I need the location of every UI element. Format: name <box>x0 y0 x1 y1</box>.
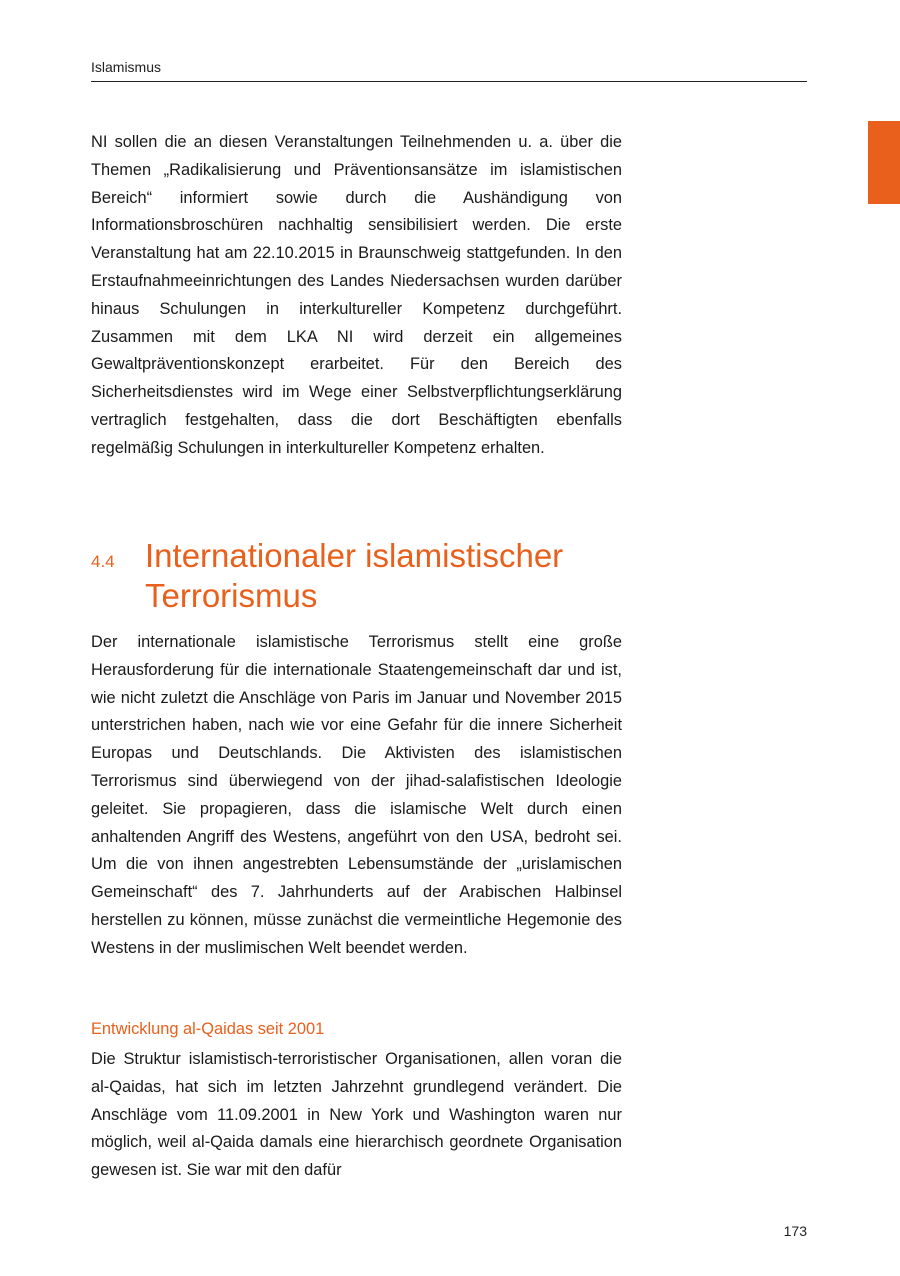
page-number: 173 <box>783 1223 807 1239</box>
chapter-tab-marker <box>868 121 900 204</box>
paragraph-terrorism: Der internationale islamistische Terrorismus stellt eine große Herausforderung für die internationale Staatengemeinschaft dar und ist, wie nicht zuletzt die Anschläge von Paris im Januar und November 2015 unterstrichen haben, nach wie vor eine Gefahr für die innere Sicherheit Europas und Deutschlands. Die Aktivisten des islamistischen Terrorismus sind überwiegend von der jihad-salafistischen Ideologie geleitet. Sie propagieren, dass die islamische Welt durch einen anhaltenden Angriff des Westens, angeführt von den USA, bedroht sei. Um die von ihnen angestrebten Lebensumstände der „urislamischen Gemeinschaft“ des 7. Jahrhunderts auf der Arabischen Halbinsel herstellen zu können, müsse zunächst die vermeintliche Hegemonie des Westens in der muslimischen Welt beendet werden. <box>91 633 622 957</box>
section-title: Internationaler islamistischer Terrorismus <box>145 537 564 614</box>
running-header: Islamismus <box>91 59 162 75</box>
header-divider <box>91 81 807 82</box>
section-number: 4.4 <box>91 552 115 571</box>
paragraph-al-qaida: Die Struktur islamistisch-terroristischer Organisationen, allen voran die al-Qaidas, hat sich im letzten Jahrzehnt grundlegend verändert. Die Anschläge vom 11.09.2001 in New York und Washington waren nur möglich, weil al-Qaida damals eine hierarchisch geordnete Organisation gewesen ist. Sie war mit den dafür <box>91 1050 622 1180</box>
subsection-heading: Entwicklung al-Qaidas seit 2001 <box>91 1020 325 1038</box>
paragraph-intro: NI sollen die an diesen Veranstaltungen Teilnehmenden u. a. über die Themen „Radikalisierung und Präventionsansätze im islamistischen Bereich“ informiert sowie durch die Aushändigung von Informationsbroschüren nachhaltig sensibilisiert werden. Die erste Veranstaltung hat am 22.10.2015 in Braunschweig stattgefunden. In den Erstaufnahmeeinrichtungen des Landes Niedersachsen wurden darüber hinaus Schulungen in interkultureller Kompetenz durchgeführt. Zusammen mit dem LKA NI wird derzeit ein allgemeines Gewaltpräventionskonzept erarbeitet. Für den Bereich des Sicherheitsdienstes wird im Wege einer Selbstverpflichtungserklärung vertraglich festgehalten, dass die dort Beschäftigten ebenfalls regelmäßig Schulungen in interkultureller Kompetenz erhalten. <box>91 133 622 457</box>
